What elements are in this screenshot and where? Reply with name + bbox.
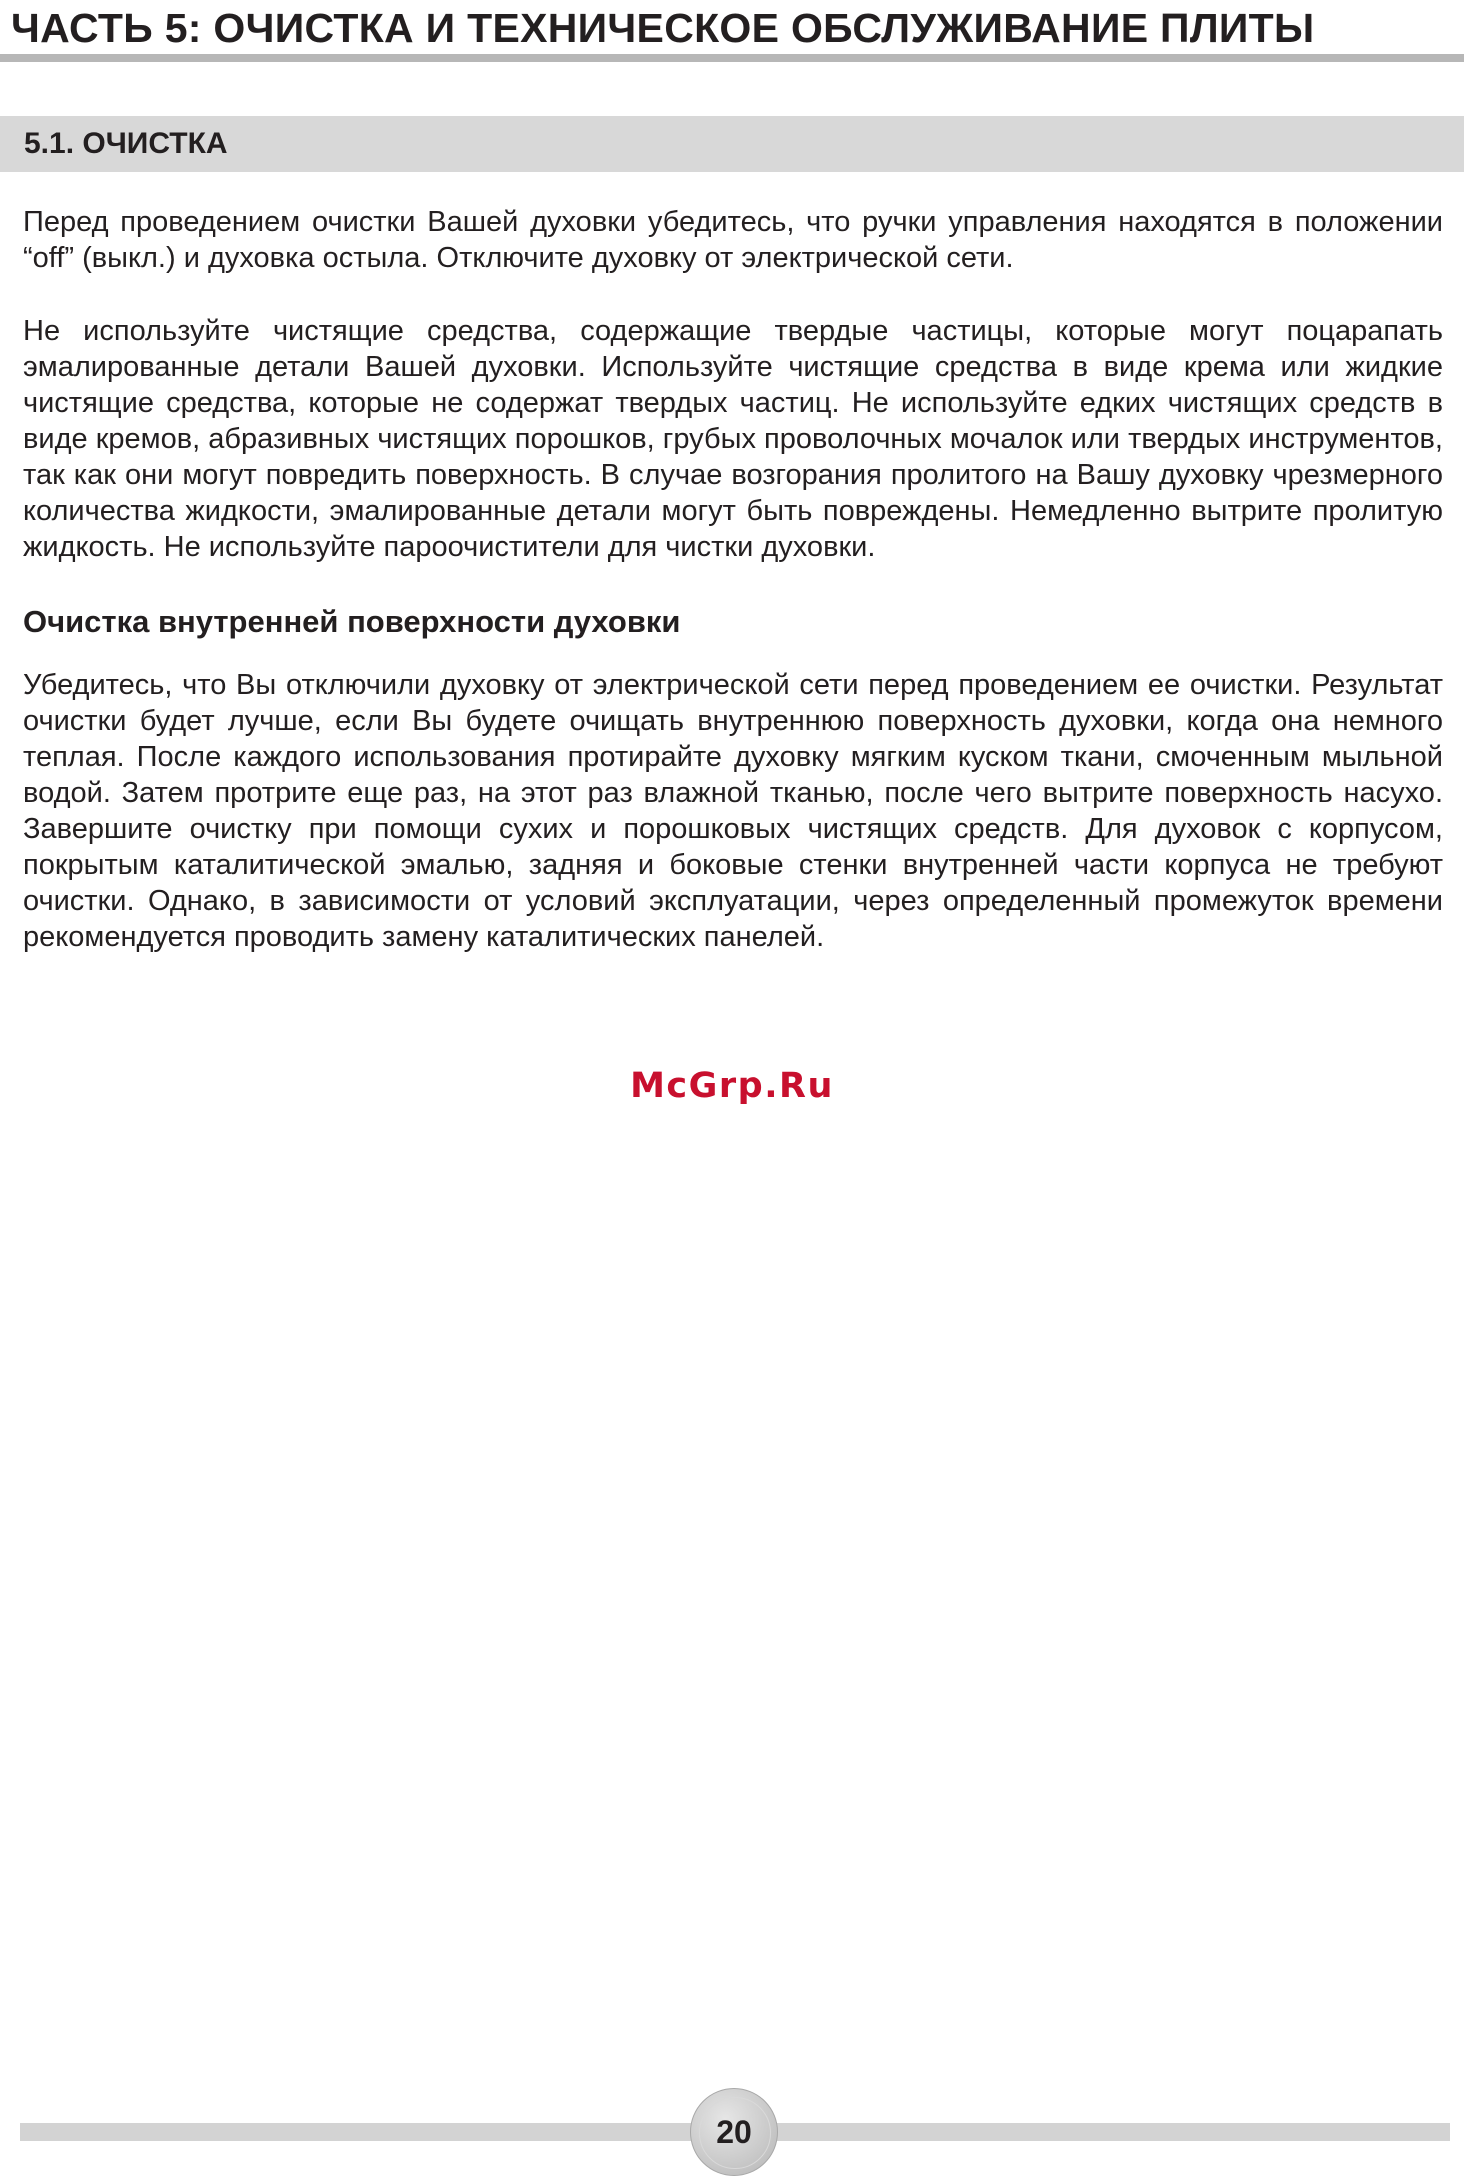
section-title: 5.1. ОЧИСТКА	[24, 127, 228, 160]
part-header	[0, 0, 1464, 62]
page-number-badge	[690, 2088, 778, 2176]
paragraph-intro: Перед проведением очистки Вашей духовки убедитесь, что ручки управления находятся в положении “off” (выкл.) и духовка остыла. Отключите духовку от электрической сети.	[23, 206, 1443, 274]
header-divider	[0, 54, 1464, 62]
page-number: 20	[716, 2114, 752, 2150]
page-footer	[0, 2080, 1464, 2178]
paragraph-cleaning-agents: Не используйте чистящие средства, содержащие твердые частицы, которые могут поцарапать эмалированные детали Вашей духовки. Используйте чистящие средства в виде крема или жидкие чистящие средства, которые не содержат твердых частиц. Не используйте едких чистящих средств в виде кремов, абразивных чистящих порошков, грубых проволочных мочалок или твердых инструментов, так как они могут повредить поверхность. В случае возгорания пролитого на Вашу духовку чрезмерного количества жидкости, эмалированные детали могут быть повреждены. Немедленно вытрите пролитую жидкость. Не используйте пароочистители для чистки духовки.	[23, 315, 1443, 563]
watermark: McGrp.Ru	[630, 1066, 834, 1106]
paragraph-interior-cleaning: Убедитесь, что Вы отключили духовку от электрической сети перед проведением ее очистки. Результат очистки будет лучше, если Вы будете очищать внутреннюю поверхность духовки, когда она немного теплая. После каждого использования протирайте духовку мягким куском ткани, смоченным мыльной водой. Затем протрите еще раз, на этот раз влажной тканью, после чего вытрите поверхность насухо. Завершите очистку при помощи сухих и порошковых чистящих средств. Для духовок с корпусом, покрытым каталитической эмалью, задняя и боковые стенки внутренней части корпуса не требуют очистки. Однако, в зависимости от условий эксплуатации, через определенный промежуток времени рекомендуется проводить замену каталитических панелей.	[23, 669, 1443, 953]
main-content	[23, 204, 1443, 992]
section-header-bar	[0, 116, 1464, 172]
subheading-interior-cleaning: Очистка внутренней поверхности духовки	[23, 604, 681, 639]
part-title: ЧАСТЬ 5: ОЧИСТКА И ТЕХНИЧЕСКОЕ ОБСЛУЖИВАНИЕ ПЛИТЫ	[11, 5, 1315, 51]
